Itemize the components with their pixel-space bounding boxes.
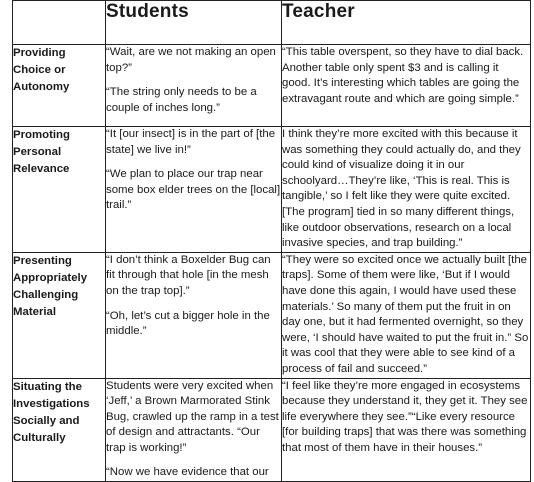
corner-header [13,1,106,45]
student-quote: “Wait, are we not making an open top?” [106,46,276,74]
student-quote: “We plan to place our trap near some box elder trees on the [local] trail.” [106,168,281,212]
teacher-quote: “They were so excited once we actually built [the traps]. Some of them were like, ‘But if I would have done this again, I would have used these materials.’ So many of them put the fruit in on day one, but it had fermented overnight, so they were, ‘I should have waited to put the fruit in.” So it was cool that they were able to see kind of a process of fail and succeed.” [282,253,529,375]
students-cell [106,252,282,378]
teacher-cell [282,127,531,253]
table-row [13,378,531,482]
table-row [13,45,531,127]
student-quote: “Now we have evidence that our [106,466,269,479]
teacher-quote: “This table overspent, so they have to dial back. Another table only spent $3 and is calling it good. It’s interesting which tables are going the extravagant route and which are going simple.” [282,46,524,105]
students-cell [106,127,282,253]
row-label: Situating the Investigations Socially and Culturally [13,378,106,482]
student-quote: “Oh, let’s cut a bigger hole in the middle.” [106,309,270,338]
teacher-quote: “I feel like they’re more engaged in ecosystems because they understand it, they get it. They see life everywhere they see.”“Like every resource [for building traps] that was there was something that most of them have in their houses.” [282,379,528,454]
student-quote: “I don’t think a Boxelder Bug can fit through that hole [in the mesh on the trap top].” [106,253,271,297]
header-row [13,1,531,45]
row-label: Providing Choice or Autonomy [13,45,106,127]
comparison-table [12,0,531,482]
student-quote: “It [our insect] is in the part of [the state] we live in!” [106,128,276,156]
teacher-cell [282,378,531,482]
teacher-quote: I think they’re more excited with this because it was something they could actually do, and they could kind of visualize doing it in our schoolyard…They’re like, ‘This is real. This is tangible,’ so I felt like they were quite excited. [The program] tied in so many different things, like outdoor observations, research on a local invasive species, and trap building.” [282,128,521,250]
teacher-cell [282,252,531,378]
students-header: Students [106,1,282,45]
teacher-header: Teacher [282,1,531,45]
table-row [13,127,531,253]
student-quote: Students were very excited when ‘Jeff,’ a Brown Marmorated Stink Bug, crawled up the ramp in a test of design and attractants. “Our trap is working!” [106,379,279,454]
students-cell [106,45,282,127]
row-label: Presenting Appropriately Challenging Material [13,252,106,378]
table-row [13,252,531,378]
teacher-cell [282,45,531,127]
student-quote: “The string only needs to be a couple of inches long.” [106,86,257,114]
row-label: Promoting Personal Relevance [13,127,106,253]
students-cell [106,378,282,482]
